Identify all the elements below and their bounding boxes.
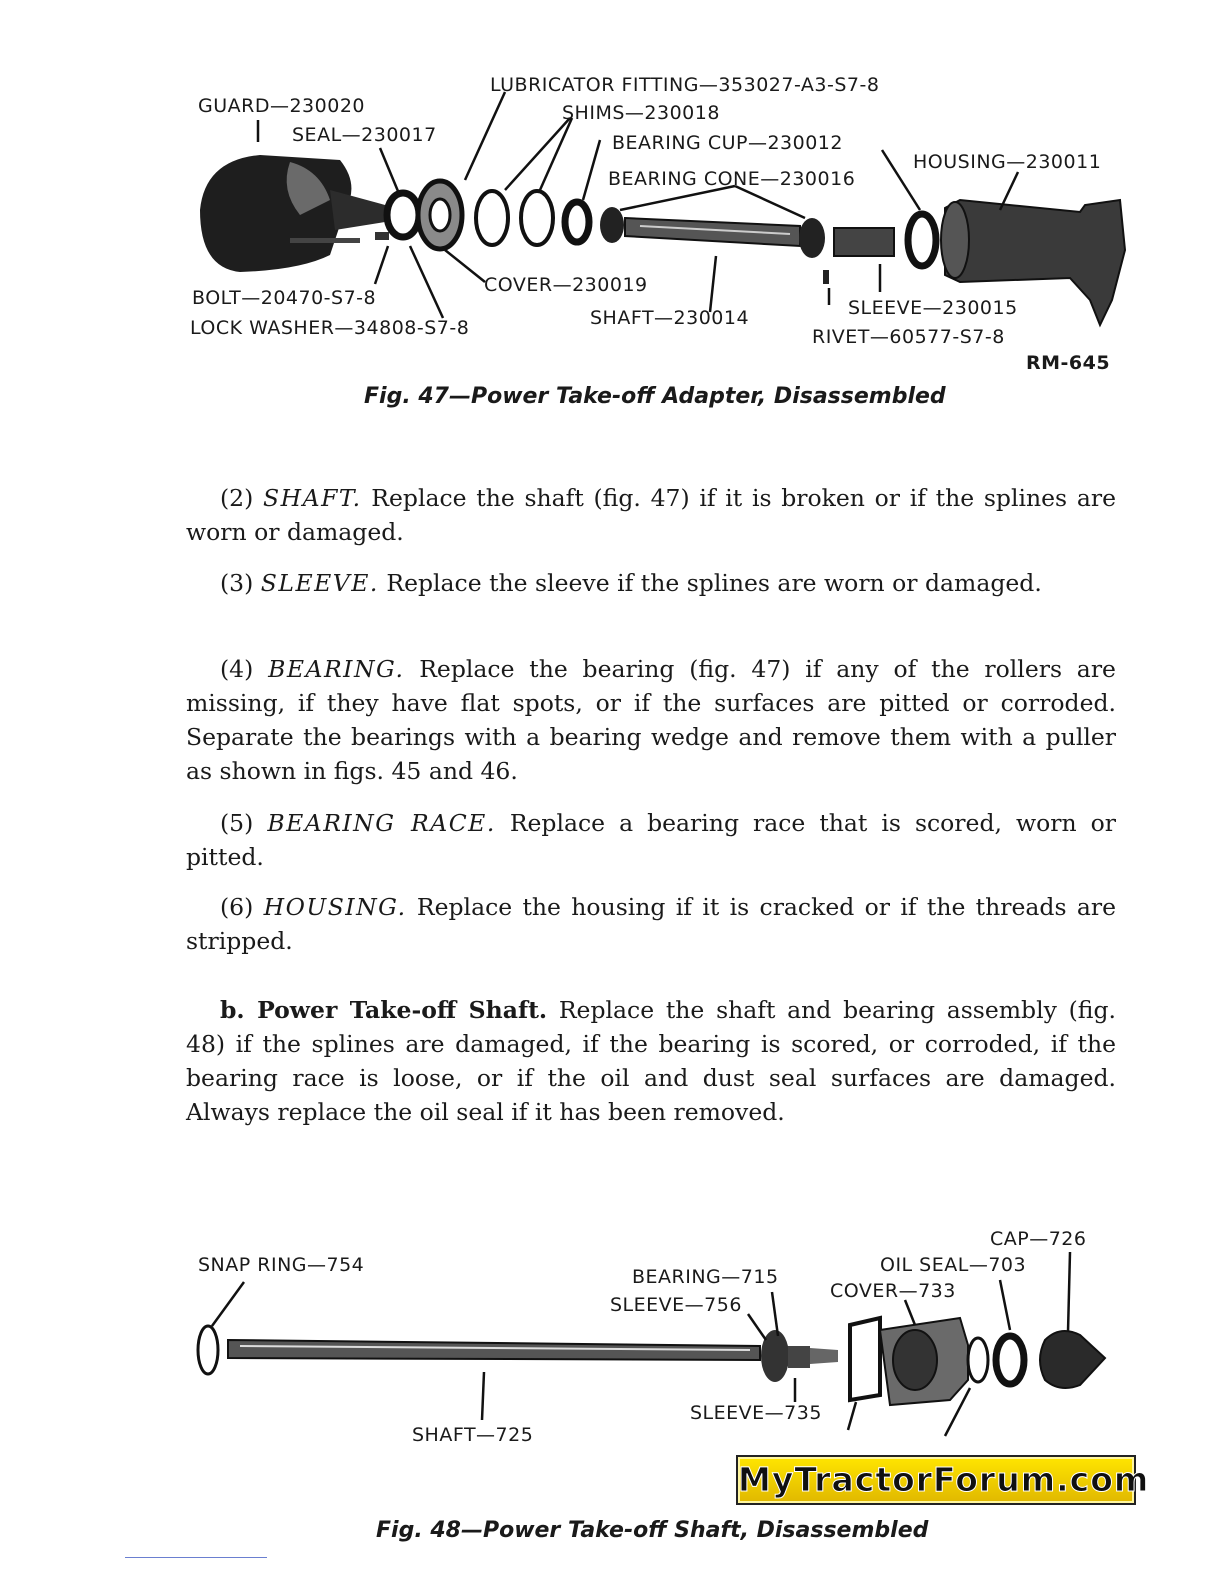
label-lubricator-fitting: LUBRICATOR FITTING—353027-A3-S7-8 [490,74,880,96]
paragraph-term: HOUSING. [263,893,407,921]
label-bearing-cone: BEARING CONE—230016 [608,168,856,190]
label-shaft: SHAFT—230014 [590,307,750,329]
label-bolt: BOLT—20470-S7-8 [192,287,377,309]
label-lock-washer: LOCK WASHER—34808-S7-8 [190,317,470,339]
label-seal: SEAL—230017 [292,124,437,146]
label-snap-ring: SNAP RING—754 [198,1254,365,1276]
label-cover: COVER—230019 [484,274,648,296]
label-shims: SHIMS—230018 [562,102,720,124]
watermark-banner: MyTractorForum.com [736,1455,1136,1505]
paragraph-number: (2) [220,484,254,512]
page-rule [125,1557,267,1558]
label-sleeve: SLEEVE—230015 [848,297,1018,319]
label-oil-seal: OIL SEAL—703 [880,1254,1027,1276]
label-shaft: SHAFT—725 [412,1424,534,1446]
label-sleeve-756: SLEEVE—756 [610,1294,742,1316]
label-guard: GUARD—230020 [198,95,365,117]
label-bearing-cup: BEARING CUP—230012 [612,132,843,154]
paragraph-term: BEARING. [268,655,405,683]
section-b-heading: b. Power Take-off Shaft. [220,996,548,1024]
figure-47-caption: Fig. 47—Power Take-off Adapter, Disassembled [364,384,946,409]
paragraph-number: (6) [220,893,254,921]
paragraph-term: SLEEVE. [260,569,379,597]
paragraph-text: Replace a bearing race that is scored, worn or pitted. [186,809,1116,871]
label-cap: CAP—726 [990,1228,1087,1250]
paragraph-text: Replace the sleeve if the splines are worn or damaged. [386,569,1042,597]
paragraph-number: (4) [220,655,254,683]
section-b-text: Replace the shaft and bearing assembly (fig. 48) if the splines are damaged, if the bearing is scored, or corroded, if the bearing race is loose, or if the oil and dust seal surfaces are damaged. Always replace the oil seal if it has been removed. [186,996,1116,1126]
label-sleeve-735: SLEEVE—735 [690,1402,822,1424]
paragraph-term: BEARING RACE. [267,809,496,837]
label-bearing: BEARING—715 [632,1266,779,1288]
paragraph-text: Replace the bearing (fig. 47) if any of the rollers are missing, if they have flat spots, or if the surfaces are pitted or corroded. Separate the bearings with a bearing wedge and remove them with a puller as shown in figs. 45 and 46. [186,655,1116,785]
paragraph-number: (5) [220,809,254,837]
label-figure-ref: RM-645 [1026,352,1111,374]
label-housing: HOUSING—230011 [913,151,1102,173]
paragraph-number: (3) [220,569,254,597]
figure-48-caption: Fig. 48—Power Take-off Shaft, Disassembled [376,1518,929,1543]
label-rivet: RIVET—60577-S7-8 [812,326,1005,348]
label-cover: COVER—733 [830,1280,956,1302]
paragraph-text: Replace the shaft (fig. 47) if it is broken or if the splines are worn or damaged. [186,484,1116,546]
paragraph-text: Replace the housing if it is cracked or if the threads are stripped. [186,893,1116,955]
paragraph-term: SHAFT. [263,484,362,512]
